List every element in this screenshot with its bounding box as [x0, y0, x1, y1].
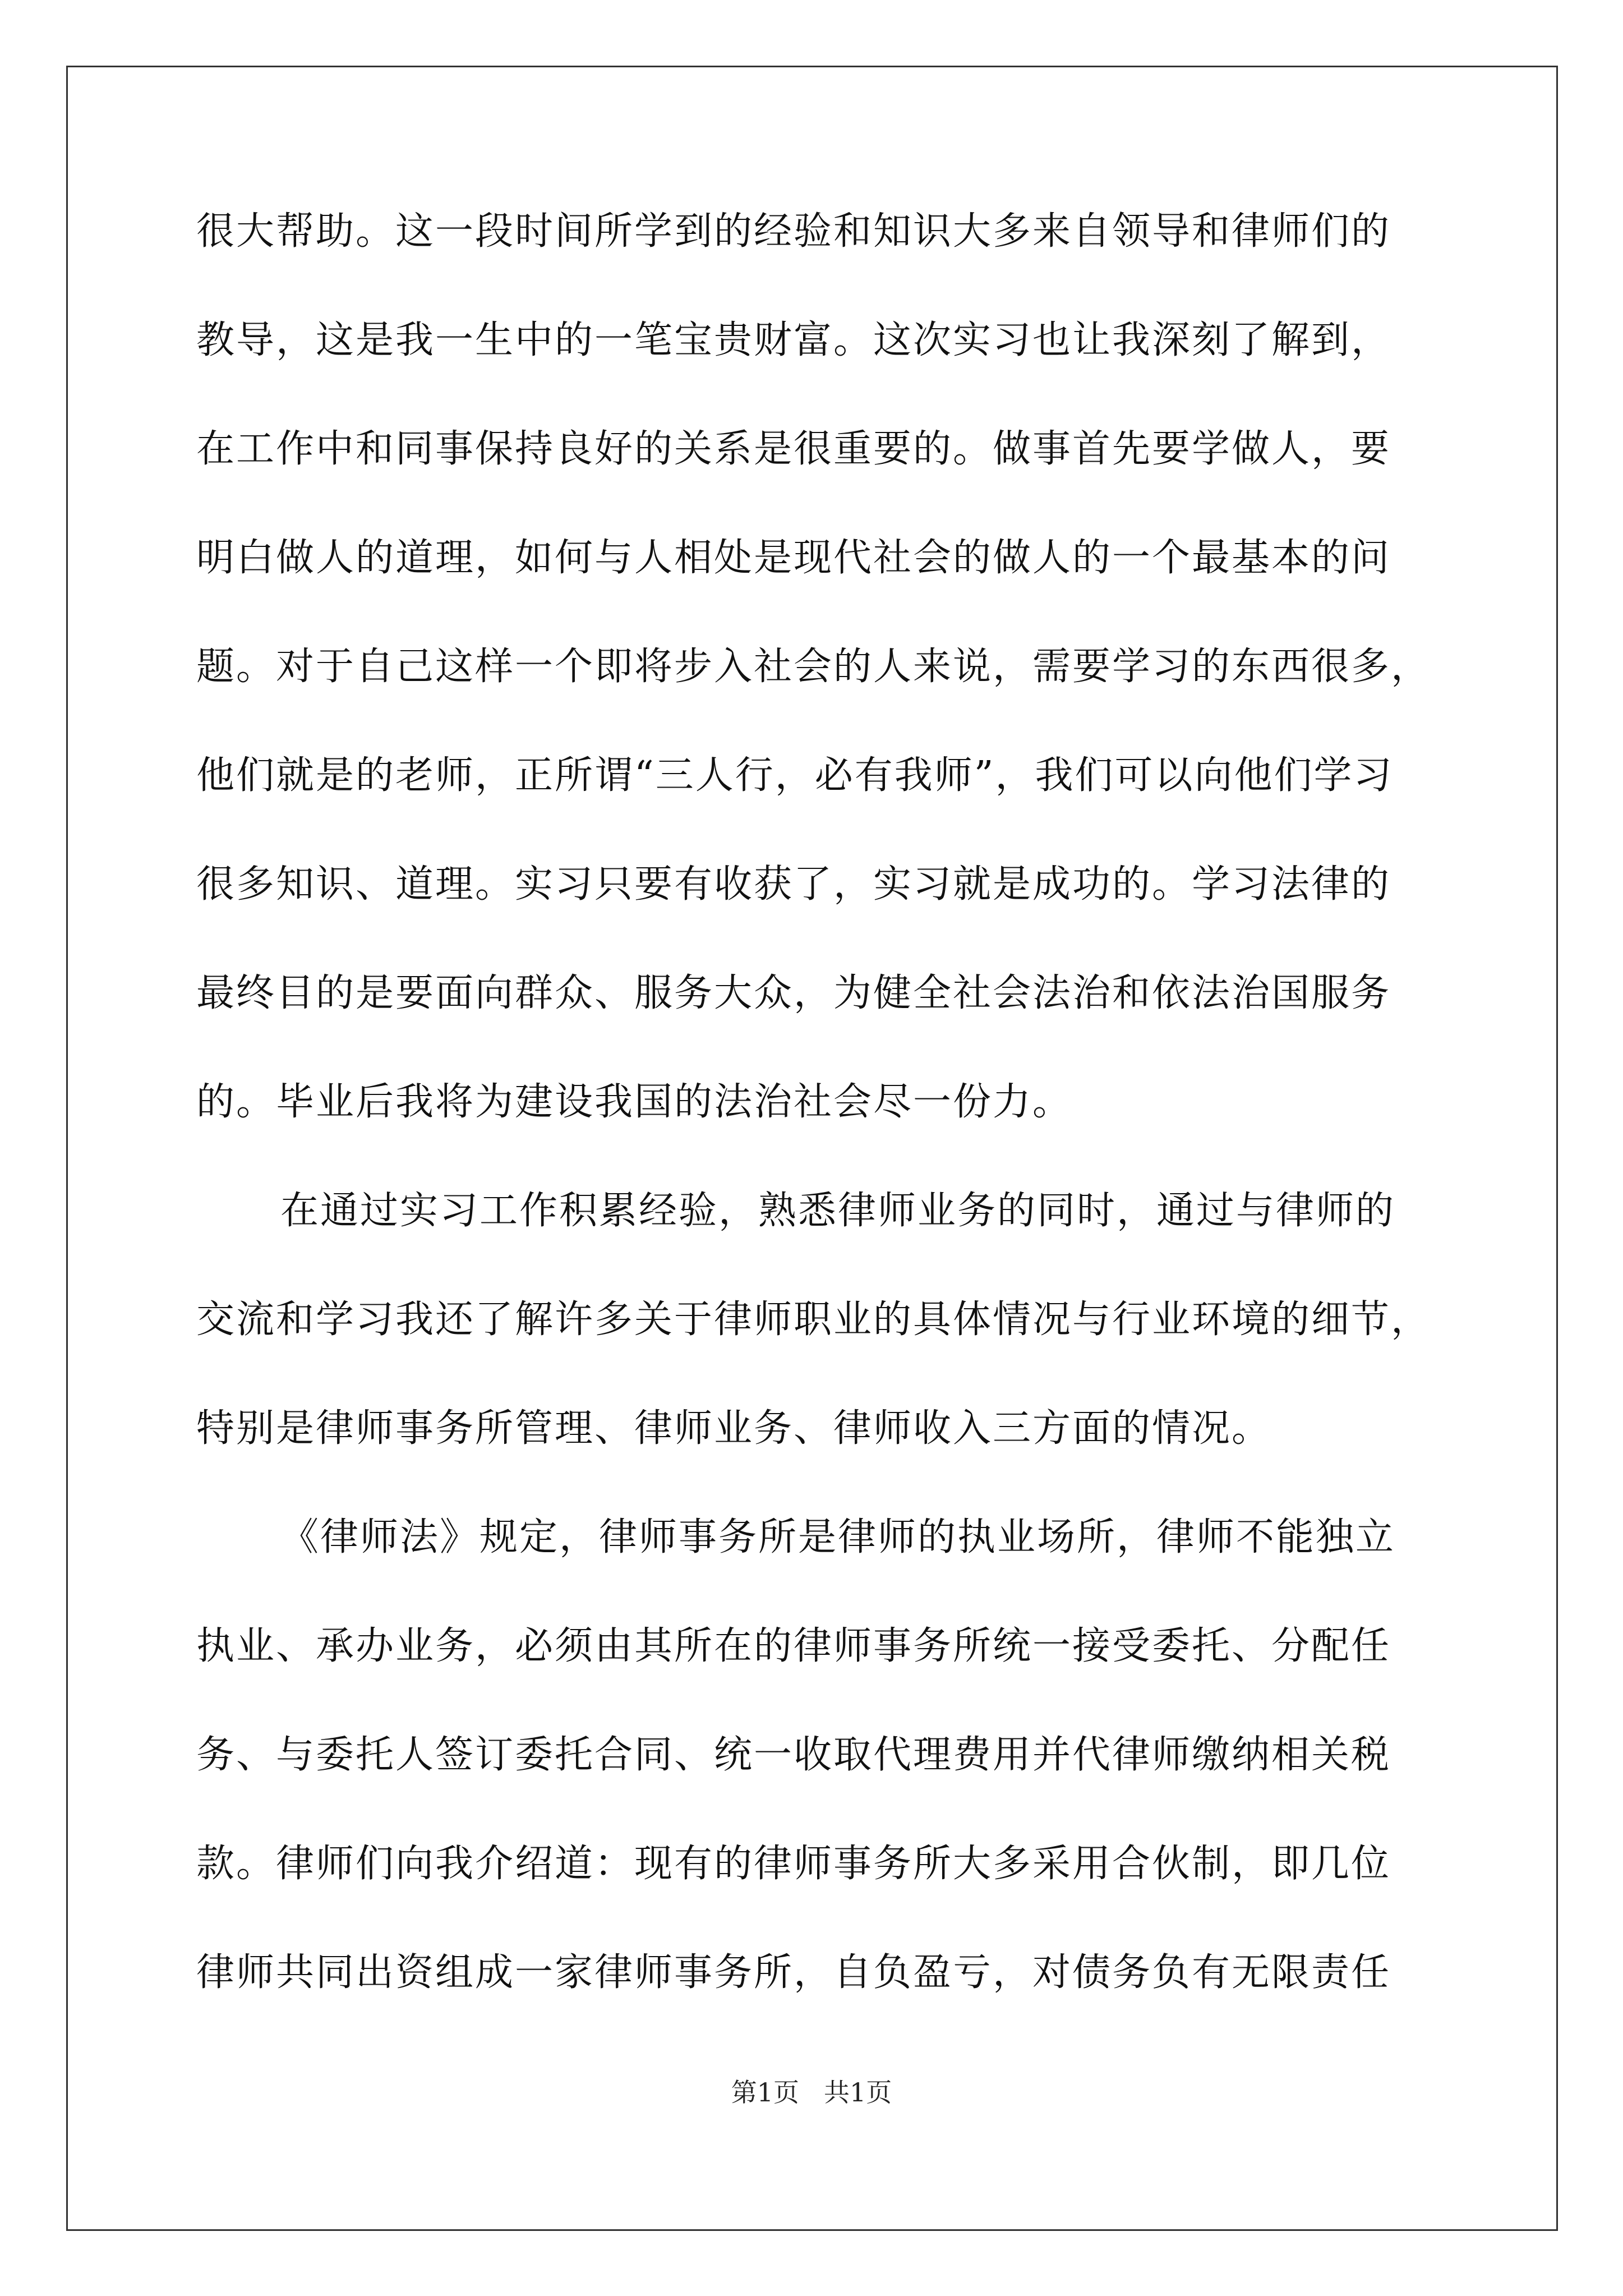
text-line-1: 很大帮助。这一段时间所学到的经验和知识大多来自领导和律师们的: [196, 209, 1391, 254]
page-total: 共1页: [823, 2077, 892, 2108]
text-line-7: 很多知识、道理。实习只要有收获了，实习就是成功的。学习法律的: [196, 862, 1391, 907]
page-border: [66, 66, 1558, 2231]
text-line-8: 最终目的是要面向群众、服务大众，为健全社会法治和依法治国服务: [196, 971, 1391, 1015]
text-line-14: 执业、承办业务，必须由其所在的律师事务所统一接受委托、分配任: [196, 1624, 1391, 1668]
text-line-11: 交流和学习我还了解许多关于律师职业的具体情况与行业环境的细节，: [196, 1297, 1431, 1342]
footer-separator: [799, 2077, 824, 2108]
text-line-16: 款。律师们向我介绍道：现有的律师事务所大多采用合伙制，即几位: [196, 1842, 1391, 1886]
text-line-15: 务、与委托人签订委托合同、统一收取代理费用并代律师缴纳相关税: [196, 1733, 1391, 1777]
text-line-4: 明白做人的道理，如何与人相处是现代社会的做人的一个最基本的问: [196, 536, 1391, 580]
text-line-9: 的。毕业后我将为建设我国的法治社会尽一份力。: [196, 1080, 1073, 1124]
page-number: 第1页: [731, 2077, 800, 2108]
text-line-17: 律师共同出资组成一家律师事务所，自负盈亏，对债务负有无限责任: [196, 1950, 1391, 1995]
text-line-10: 在通过实习工作积累经验，熟悉律师业务的同时，通过与律师的: [280, 1189, 1396, 1233]
text-line-5: 题。对于自己这样一个即将步入社会的人来说，需要学习的东西很多，: [196, 645, 1431, 689]
text-line-3: 在工作中和同事保持良好的关系是很重要的。做事首先要学做人，要: [196, 427, 1391, 471]
text-line-6: 他们就是的老师，正所谓“三人行，必有我师”，我们可以向他们学习: [196, 753, 1394, 798]
text-line-13: 《律师法》规定，律师事务所是律师的执业场所，律师不能独立: [280, 1515, 1396, 1559]
text-line-2: 教导，这是我一生中的一笔宝贵财富。这次实习也让我深刻了解到，: [196, 318, 1391, 362]
text-line-12: 特别是律师事务所管理、律师业务、律师收入三方面的情况。: [196, 1406, 1272, 1451]
page-footer: [0, 2076, 1623, 2109]
